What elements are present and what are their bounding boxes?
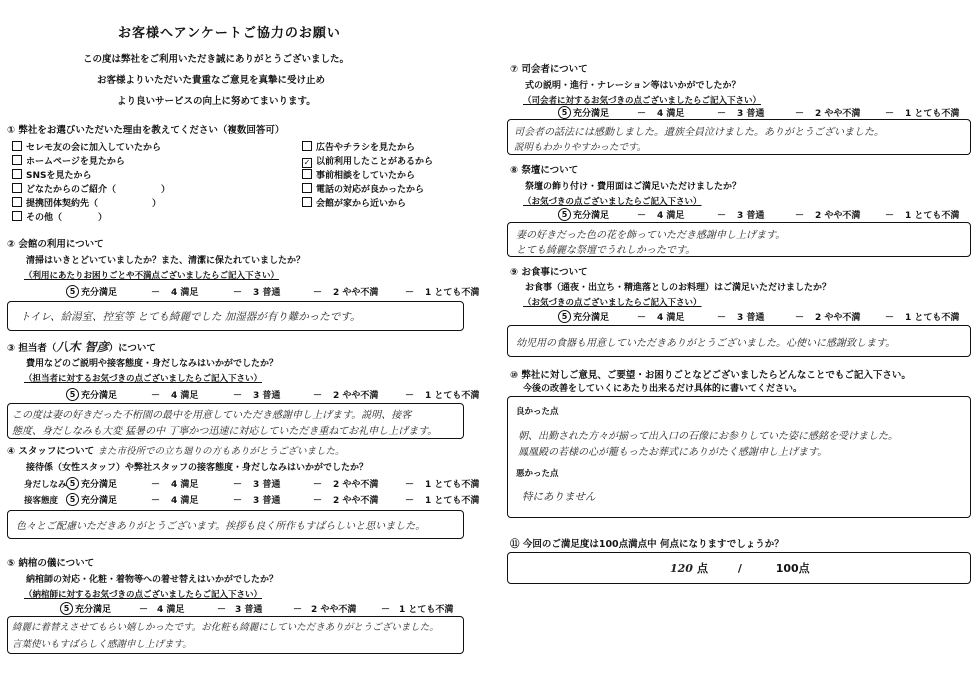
intro-line-1: この度は弊社をご利用いただき誠にありがとうございました。 (83, 54, 350, 65)
separator: － (313, 496, 323, 506)
staff-name: 八木 智彦 (56, 340, 109, 354)
q8-answer-line-1: 妻の好きだった色の花を飾っていただき感謝申し上げます。 (516, 230, 786, 241)
score-value: 120 (670, 562, 693, 575)
rating-4[interactable]: 4 満足 (657, 211, 685, 221)
separator: － (885, 211, 895, 221)
q10-answer-box[interactable] (507, 396, 971, 518)
q10-title (510, 367, 911, 381)
rating-2[interactable]: 2 やや不満 (815, 211, 861, 221)
q8-number: ⑧ (510, 165, 519, 176)
separator: － (233, 496, 243, 506)
rating-2[interactable]: 2 やや不満 (815, 109, 861, 119)
q5-answer-line-2: 言葉使いもすばらしく感謝申し上げます。 (12, 639, 192, 650)
q9-number: ⑨ (510, 267, 519, 278)
q8-answer-box[interactable] (507, 222, 971, 257)
q4-rating-scale-attitude[interactable] (66, 493, 479, 506)
rating-5[interactable]: 充分満足 (573, 211, 610, 221)
score-slash: / (737, 562, 742, 575)
q4-number: ④ (7, 446, 16, 457)
rating-5[interactable]: 充分満足 (81, 288, 118, 298)
q7-number: ⑦ (510, 64, 519, 75)
q7-question: 式の説明・進行・ナレーション等はいかがでしたか？ (525, 81, 741, 91)
rating-5[interactable]: 充分満足 (81, 496, 118, 506)
rating-4[interactable]: 4 満足 (657, 109, 685, 119)
q2-answer: トイレ、給湯室、控室等 とても綺麗でした 加湿器が有り難かったです。 (20, 311, 361, 323)
q11-number: ⑪ (510, 539, 520, 550)
q3-answer-line-2: 態度、身だしなみも大変 猛暑の中 丁寧かつ迅速に対応していただき重ねてお礼申し上げます。 (12, 426, 438, 437)
q1-text: 弊社をお選びいただいた理由を教えてください（複数回答可） (18, 125, 285, 136)
q1-number: ① (7, 125, 16, 136)
separator: － (233, 391, 243, 401)
q1-options-right (302, 140, 433, 210)
rating-4[interactable]: 4 満足 (657, 313, 685, 323)
q1-option-label: 事前相談をしていたから (316, 171, 416, 181)
q1-option[interactable] (12, 168, 170, 182)
score-max: 100点 (775, 562, 810, 575)
separator: － (217, 605, 227, 615)
rating-2[interactable]: 2 やや不満 (333, 480, 379, 490)
q1-option-label: 以前利用したことがあるから (316, 157, 434, 167)
score-unit: 点 (696, 562, 708, 575)
q4-title (7, 443, 345, 457)
checkbox-icon[interactable] (12, 155, 22, 165)
selected-rating-circle[interactable]: 5 (558, 106, 571, 119)
q4-answer-box[interactable] (7, 510, 464, 539)
selected-rating-circle[interactable]: 5 (60, 602, 73, 615)
selected-rating-circle[interactable]: 5 (66, 388, 79, 401)
separator: － (405, 288, 415, 298)
rating-3[interactable]: 3 普通 (737, 109, 765, 119)
q3-answer-box[interactable] (7, 403, 464, 439)
selected-rating-circle[interactable]: 5 (558, 310, 571, 323)
q8-note: （お気づきの点ございましたらご記入下さい） (523, 197, 702, 207)
q4-answer: 色々とご配慮いただきありがとうございます。挨拶も良く所作もすばらしいと思いました。 (16, 521, 426, 532)
q4-row-label-appearance: 身だしなみ (24, 480, 67, 490)
q3-rating-scale[interactable] (66, 388, 479, 401)
rating-5[interactable]: 充分満足 (75, 605, 112, 615)
rating-5[interactable]: 充分満足 (81, 391, 118, 401)
rating-4[interactable]: 4 満足 (171, 288, 199, 298)
q1-option-label: ホームページを見たから (26, 157, 125, 167)
q5-question: 納棺師の対応・化粧・着物等への着せ替えはいかがでしたか？ (26, 575, 279, 585)
q8-text: 祭壇について (521, 165, 579, 176)
q1-option[interactable] (302, 154, 433, 168)
rating-1[interactable]: 1 とても不満 (905, 313, 960, 323)
score-row (670, 560, 810, 576)
good-points-line-1: 朝、出勤された方々が揃って出入口の石像にお参りしていた姿に感銘を受けました。 (518, 431, 898, 442)
q9-question: お食事（通夜・出立ち・精進落としのお料理）はご満足いただけましたか？ (525, 283, 832, 293)
rating-5[interactable]: 充分満足 (81, 480, 118, 490)
selected-rating-circle[interactable]: 5 (66, 285, 79, 298)
separator: － (795, 109, 805, 119)
q3-note: （担当者に対するお気づきの点ございましたらご記入下さい） (24, 374, 263, 384)
q1-option[interactable] (302, 182, 433, 196)
q10-text: 弊社に対しご意見、ご要望・お困りごとなどございましたらどんなことでもご記入下さい。 (521, 370, 911, 381)
good-points-line-2: 鳳凰殿の若様の心が籠もったお葬式にありがたく感謝申し上げます。 (518, 447, 828, 458)
q1-option-label: SNSを見たから (26, 171, 92, 181)
q4-aside: また市役所での立ち廻りの方もありがとうございました。 (97, 446, 345, 457)
separator: － (637, 109, 647, 119)
q3-number: ③ (7, 343, 16, 354)
q2-answer-box[interactable] (7, 301, 464, 331)
q2-question: 清掃はいきとどいていましたか？また、清潔に保たれていましたか？ (26, 256, 306, 266)
intro-line-2: お客様よりいただいた貴重なご意見を真摯に受け止め (97, 75, 326, 86)
q5-rating-scale[interactable] (60, 602, 453, 615)
checkbox-icon[interactable] (302, 141, 312, 151)
separator: － (313, 288, 323, 298)
q4-text: スタッフについて (18, 446, 95, 457)
q8-title (510, 162, 578, 176)
rating-1[interactable]: 1 とても不満 (425, 391, 480, 401)
separator: － (795, 313, 805, 323)
q1-title (7, 122, 284, 136)
q1-option[interactable] (302, 140, 433, 154)
checkbox-icon[interactable] (12, 169, 22, 179)
checkbox-icon[interactable] (302, 183, 312, 193)
q1-option-label: セレモ友の会に加入していたから (26, 143, 162, 153)
separator: － (637, 211, 647, 221)
checkbox-icon[interactable] (12, 183, 22, 193)
q7-text: 司会者について (521, 64, 588, 75)
separator: － (717, 211, 727, 221)
rating-3[interactable]: 3 普通 (253, 391, 281, 401)
rating-5[interactable]: 充分満足 (573, 313, 610, 323)
rating-1[interactable]: 1 とても不満 (399, 605, 454, 615)
checkbox-icon[interactable] (12, 197, 22, 207)
q3-title (7, 338, 156, 355)
q1-option[interactable] (302, 196, 433, 210)
rating-2[interactable]: 2 やや不満 (815, 313, 861, 323)
separator: － (637, 313, 647, 323)
q5-note: （納棺師に対するお気づきの点ございましたらご記入下さい） (24, 590, 263, 600)
q3-question: 費用などのご説明や接客態度・身だしなみはいかがでしたか？ (26, 359, 279, 369)
selected-rating-circle[interactable]: 5 (558, 208, 571, 221)
q5-number: ⑤ (7, 558, 16, 569)
rating-4[interactable]: 4 満足 (157, 605, 185, 615)
rating-4[interactable]: 4 満足 (171, 391, 199, 401)
q2-text: 会館の利用について (18, 239, 104, 250)
q1-option-label: 電話の対応が良かったから (316, 185, 425, 195)
q7-answer-line-1: 司会者の話法には感動しました。遺族全員泣けました。ありがとうございました。 (514, 127, 884, 138)
separator: － (885, 109, 895, 119)
rating-3[interactable]: 3 普通 (253, 288, 281, 298)
q1-option[interactable] (12, 140, 170, 154)
q3-answer-line-1: この度は妻の好きだった不桁園の最中を用意していただき感謝申し上げます。説明、接客 (12, 410, 412, 421)
separator: － (795, 211, 805, 221)
separator: － (405, 496, 415, 506)
q8-answer-line-2: とても綺麗な祭壇でうれしかったです。 (516, 245, 696, 256)
separator: － (717, 109, 727, 119)
q1-option-label: 提携団体契約先（ ） (26, 199, 162, 209)
separator: － (151, 288, 161, 298)
rating-5[interactable]: 充分満足 (573, 109, 610, 119)
q1-options-left (12, 140, 170, 224)
separator: － (885, 313, 895, 323)
q1-option-label: その他（ ） (26, 213, 108, 223)
q7-note: （司会者に対するお気づきの点ございましたらご記入下さい） (523, 96, 762, 106)
checkbox-icon[interactable] (12, 141, 22, 151)
q4-row-label-attitude: 接客態度 (24, 496, 59, 506)
q9-text: お食事について (521, 267, 588, 278)
q8-rating-scale[interactable] (558, 208, 959, 221)
q7-title (510, 61, 588, 75)
q9-rating-scale[interactable] (558, 310, 959, 323)
q1-option[interactable] (12, 154, 170, 168)
separator: － (151, 496, 161, 506)
q2-title (7, 236, 104, 250)
separator: － (717, 313, 727, 323)
rating-3[interactable]: 3 普通 (737, 313, 765, 323)
separator: － (151, 480, 161, 490)
separator: － (293, 605, 303, 615)
bad-points-answer: 特にありません (522, 491, 596, 503)
separator: － (313, 391, 323, 401)
q7-rating-scale[interactable] (558, 106, 959, 119)
separator: － (405, 391, 415, 401)
q10-number: ⑩ (510, 370, 519, 381)
q1-option[interactable] (12, 210, 170, 224)
q1-option[interactable] (12, 196, 170, 210)
separator: － (139, 605, 149, 615)
rating-1[interactable]: 1 とても不満 (425, 288, 480, 298)
score-box[interactable] (507, 552, 971, 584)
rating-1[interactable]: 1 とても不満 (425, 480, 480, 490)
rating-2[interactable]: 2 やや不満 (311, 605, 357, 615)
separator: － (151, 391, 161, 401)
rating-2[interactable]: 2 やや不満 (333, 391, 379, 401)
q3-text-a: 担当者（ (18, 343, 57, 354)
checkbox-icon[interactable] (12, 211, 22, 221)
rating-4[interactable]: 4 満足 (171, 496, 199, 506)
q10-subtext: 今後の改善をしていくにあたり出来るだけ具体的に書いてください。 (523, 384, 803, 394)
q7-answer-line-2: 説明もわかりやすかったです。 (514, 142, 647, 153)
rating-3[interactable]: 3 普通 (737, 211, 765, 221)
q4-question: 接待係（女性スタッフ）や弊社スタッフの接客態度・身だしなみはいかがでしたか？ (26, 463, 369, 473)
rating-3[interactable]: 3 普通 (253, 496, 281, 506)
rating-2[interactable]: 2 やや不満 (333, 496, 379, 506)
q1-option[interactable] (302, 168, 433, 182)
q8-question: 祭壇の飾り付け・費用面はご満足いただけましたか？ (525, 182, 742, 192)
q4-rating-scale-appearance[interactable] (66, 477, 479, 490)
checkbox-icon[interactable] (302, 197, 312, 207)
q9-answer: 幼児用の食器も用意していただきありがとうございました。心使いに感謝致します。 (516, 338, 896, 349)
q1-option-label: 会館が家から近いから (316, 199, 407, 209)
q11-text: 今回のご満足度は100点満点中 何点になりますでしょうか？ (522, 539, 784, 550)
intro-line-3: より良いサービスの向上に努めてまいります。 (117, 96, 316, 107)
q5-title (7, 555, 94, 569)
q9-title (510, 264, 588, 278)
q11-title (510, 536, 784, 550)
selected-rating-circle[interactable]: 5 (66, 477, 79, 490)
q2-note: （利用にあたりお困りごとや不満点ございましたらご記入下さい） (24, 271, 280, 281)
q1-option-label: 広告やチラシを見たから (316, 143, 416, 153)
q9-note: （お気づきの点ございましたらご記入下さい） (523, 298, 702, 308)
q2-rating-scale[interactable] (66, 285, 479, 298)
q1-option-label: どなたからのご紹介（ ） (26, 185, 171, 195)
bad-points-label: 悪かった点 (516, 469, 559, 479)
separator: － (405, 480, 415, 490)
rating-1[interactable]: 1 とても不満 (905, 109, 960, 119)
q1-option[interactable] (12, 182, 170, 196)
good-points-label: 良かった点 (516, 407, 559, 417)
separator: － (381, 605, 391, 615)
separator: － (233, 288, 243, 298)
rating-3[interactable]: 3 普通 (253, 480, 281, 490)
rating-1[interactable]: 1 とても不満 (905, 211, 960, 221)
q7-answer-box[interactable] (507, 119, 971, 155)
rating-2[interactable]: 2 やや不満 (333, 288, 379, 298)
separator: － (313, 480, 323, 490)
separator: － (233, 480, 243, 490)
q5-answer-box[interactable] (7, 616, 464, 654)
q2-number: ② (7, 239, 16, 250)
rating-1[interactable]: 1 とても不満 (425, 496, 480, 506)
checkbox-checked-icon[interactable]: ✓ (303, 158, 311, 167)
checkbox-icon[interactable] (302, 169, 312, 179)
q5-answer-line-1: 綺麗に着替えさせてもらい嬉しかったです。お化粧も綺麗にしていただきありがとうございました。 (12, 622, 439, 633)
q3-text-b: ）について (108, 343, 156, 354)
rating-4[interactable]: 4 満足 (171, 480, 199, 490)
q9-answer-box[interactable] (507, 325, 971, 357)
selected-rating-circle[interactable]: 5 (66, 493, 79, 506)
q5-text: 納棺の儀について (18, 558, 95, 569)
rating-3[interactable]: 3 普通 (235, 605, 263, 615)
page-title: お客様へアンケートご協力のお願い (118, 26, 341, 41)
